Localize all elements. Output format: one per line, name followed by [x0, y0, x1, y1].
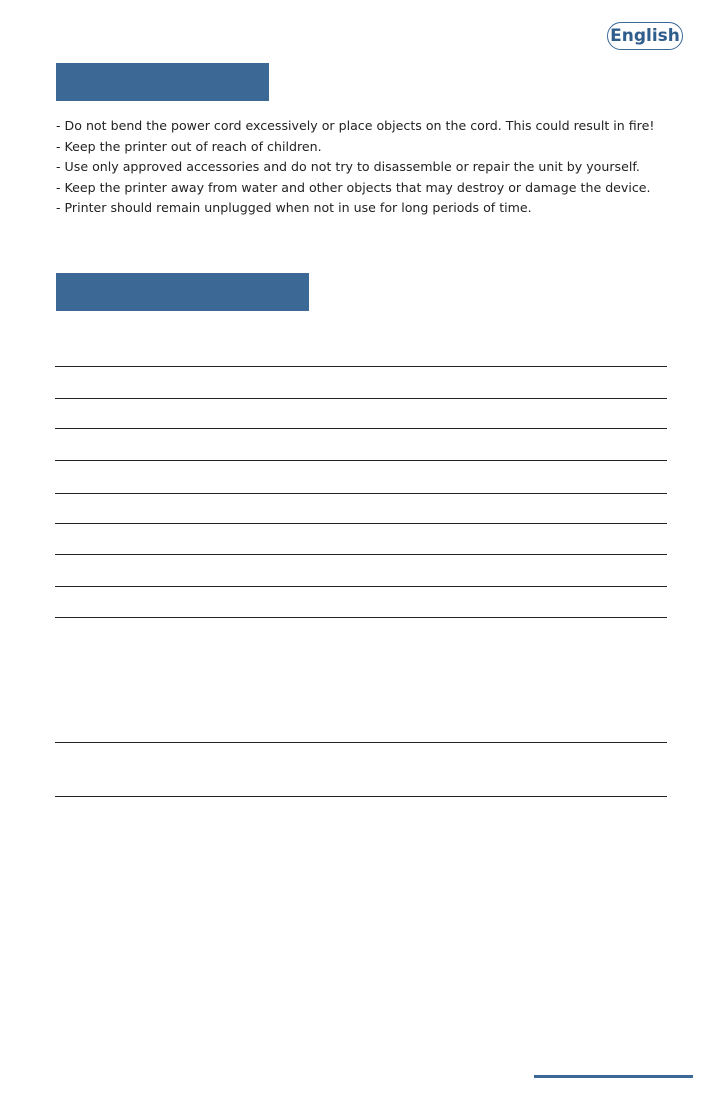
- safety-note: - Use only approved accessories and do not try to disassemble or repair the unit by yourself.: [56, 159, 640, 174]
- safety-note: - Keep the printer away from water and other objects that may destroy or damage the device.: [56, 179, 651, 195]
- safety-note: - Printer should remain unplugged when not in use for long periods of time.: [56, 200, 532, 215]
- safety-note: - Do not bend the power cord excessively or place objects on the cord. This could result in fire!: [56, 118, 655, 133]
- table-rule: [55, 493, 667, 494]
- footer-accent-line: [534, 1075, 693, 1078]
- language-badge[interactable]: English: [607, 22, 683, 50]
- table-rule: [55, 796, 667, 797]
- safety-note: - Keep the printer out of reach of children.: [56, 138, 322, 154]
- table-rule: [55, 586, 667, 587]
- section-header-bar-specifications: [56, 273, 309, 311]
- table-rule: [55, 366, 667, 367]
- table-rule: [55, 742, 667, 743]
- safety-notes-list: [56, 116, 654, 219]
- table-rule: [55, 428, 667, 429]
- table-rule: [55, 554, 667, 555]
- table-rule: [55, 523, 667, 524]
- table-rule: [55, 617, 667, 618]
- table-rule: [55, 460, 667, 461]
- table-rule: [55, 398, 667, 399]
- section-header-bar-safety: [56, 63, 269, 101]
